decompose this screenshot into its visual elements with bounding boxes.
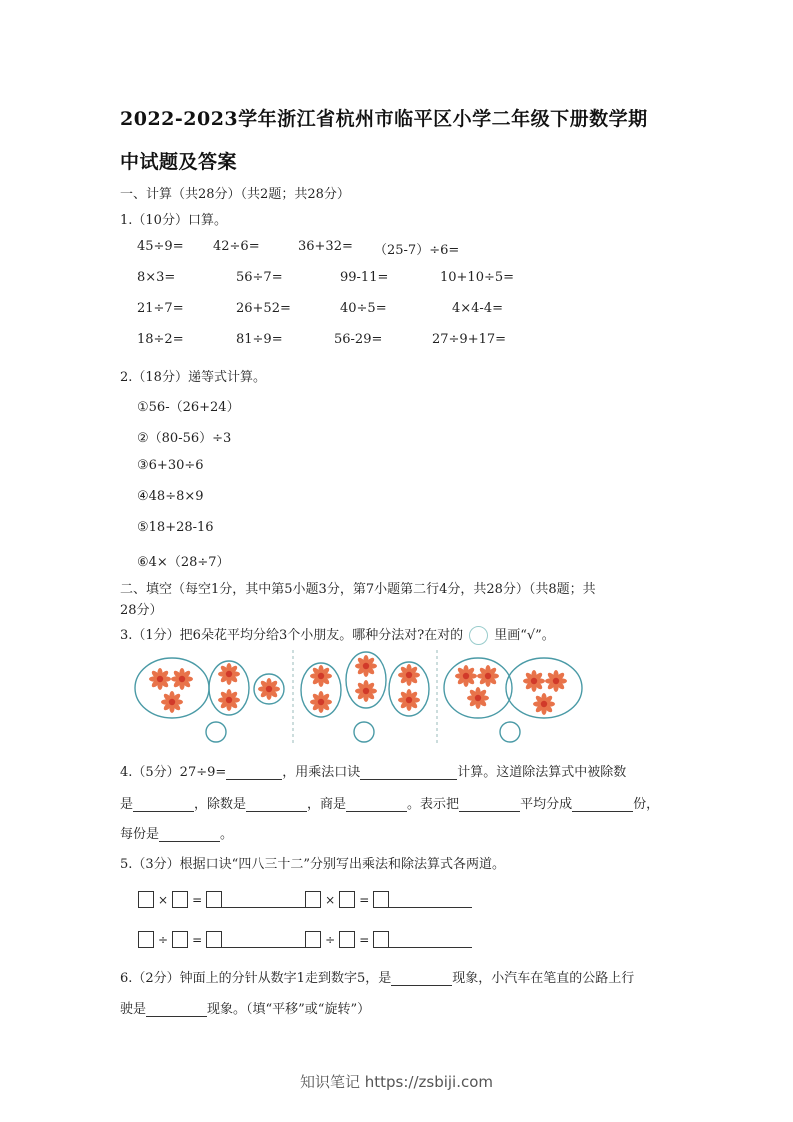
times-sign: ×: [158, 892, 169, 907]
q1-label: 1.（10分）口算。: [120, 213, 227, 228]
section2-heading-cont: 28分）: [120, 603, 163, 618]
footer-watermark: 知识笔记 https://zsbiji.com: [299, 1073, 494, 1091]
answer-box[interactable]: [305, 931, 321, 948]
answer-blank[interactable]: [572, 797, 633, 812]
answer-box[interactable]: [206, 891, 222, 908]
equals-sign: =: [359, 892, 370, 907]
answer-box[interactable]: [172, 931, 188, 948]
q4-text: 。: [220, 827, 234, 842]
q1-expression: 8×3=: [137, 270, 176, 285]
q1-expression: 21÷7=: [137, 301, 184, 316]
section2-heading: 二、填空（每空1分，其中第5小题3分，第7小题第二行4分，共28分）（共8题；共: [120, 582, 596, 597]
answer-blank[interactable]: [159, 827, 220, 842]
q5-row-multiply: [138, 889, 472, 908]
q6-line2: [120, 998, 370, 1017]
answer-line[interactable]: [222, 932, 305, 948]
q4-text: 计算。这道除法算式中被除数: [457, 765, 627, 780]
answer-line[interactable]: [389, 932, 472, 948]
answer-line[interactable]: [222, 892, 305, 908]
answer-box[interactable]: [339, 931, 355, 948]
page-title-line2: 中试题及答案: [120, 151, 238, 173]
q1-expression: 18÷2=: [137, 332, 184, 347]
section1-heading: 一、计算（共28分）（共2题；共28分）: [120, 187, 350, 202]
answer-box[interactable]: [373, 931, 389, 948]
q2-item: ⑥4×（28÷7）: [137, 555, 230, 570]
q1-expression: 10+10÷5=: [440, 270, 515, 285]
q4-text: 。表示把: [407, 797, 460, 812]
q4-line2: [120, 793, 659, 812]
q6-text: 驶是: [120, 1002, 147, 1017]
q4-text: 是: [120, 797, 134, 812]
flower-division-figure: [130, 648, 590, 750]
answer-box[interactable]: [172, 891, 188, 908]
answer-blank[interactable]: [391, 971, 452, 986]
q4-text: ，用乘法口诀: [282, 765, 361, 780]
times-sign: ×: [325, 892, 336, 907]
q1-expression: 56-29=: [334, 332, 383, 347]
equals-sign: =: [192, 892, 203, 907]
q1-expression: （25-7）÷6=: [374, 243, 460, 258]
q4-line3: [120, 823, 233, 842]
answer-blank[interactable]: [246, 797, 307, 812]
q2-item: ⑤18+28-16: [137, 520, 214, 535]
q3-text: [120, 624, 555, 645]
answer-blank[interactable]: [346, 797, 407, 812]
q4-text: 每份是: [120, 827, 160, 842]
q1-expression: 27÷9+17=: [432, 332, 507, 347]
answer-blank[interactable]: [226, 765, 282, 780]
equals-sign: =: [359, 932, 370, 947]
q1-expression: 26+52=: [236, 301, 291, 316]
q4-text: 份，: [633, 797, 660, 812]
equals-sign: =: [192, 932, 203, 947]
answer-box[interactable]: [373, 891, 389, 908]
answer-blank[interactable]: [133, 797, 194, 812]
answer-blank[interactable]: [360, 765, 457, 780]
q2-item: ③6+30÷6: [137, 458, 204, 473]
q2-item: ②（80-56）÷3: [137, 431, 232, 446]
q1-expression: 45÷9=: [137, 239, 184, 254]
divide-sign: ÷: [158, 932, 169, 947]
q4-line1: [120, 761, 626, 780]
answer-blank[interactable]: [459, 797, 520, 812]
q2-item: ④48÷8×9: [137, 489, 204, 504]
answer-circle-icon: [469, 626, 488, 645]
answer-box[interactable]: [138, 931, 154, 948]
q6-text: 6.（2分）钟面上的分针从数字1走到数字5，是: [120, 971, 392, 986]
q5-row-divide: [138, 929, 472, 948]
q4-text: ，商是: [307, 797, 347, 812]
answer-box[interactable]: [339, 891, 355, 908]
q2-label: 2.（18分）递等式计算。: [120, 370, 266, 385]
q1-expression: 42÷6=: [213, 239, 260, 254]
q1-expression: 4×4-4=: [452, 301, 503, 316]
q1-expression: 81÷9=: [236, 332, 283, 347]
answer-box[interactable]: [206, 931, 222, 948]
answer-box[interactable]: [138, 891, 154, 908]
q1-expression: 40÷5=: [340, 301, 387, 316]
q4-text: 4.（5分）27÷9=: [120, 765, 227, 780]
answer-box[interactable]: [305, 891, 321, 908]
q1-expression: 56÷7=: [236, 270, 283, 285]
q2-item: ①56-（26+24）: [137, 400, 240, 415]
answer-line[interactable]: [389, 892, 472, 908]
q4-text: ，除数是: [194, 797, 247, 812]
q6-text: 现象。（填“平移”或“旋转”）: [207, 1002, 371, 1017]
q3-text-b: 里画“√”。: [494, 628, 555, 643]
q1-expression: 99-11=: [340, 270, 389, 285]
q3-text-a: 3.（1分）把6朵花平均分给3个小朋友。哪种分法对?在对的: [120, 628, 464, 643]
divide-sign: ÷: [325, 932, 336, 947]
page-title-line1: 2022-2023学年浙江省杭州市临平区小学二年级下册数学期: [120, 108, 648, 130]
q1-expression: 36+32=: [298, 239, 353, 254]
q6-text: 现象，小汽车在笔直的公路上行: [452, 971, 635, 986]
answer-blank[interactable]: [146, 1002, 207, 1017]
q6-line1: [120, 967, 634, 986]
q5-label: 5.（3分）根据口诀“四八三十二”分别写出乘法和除法算式各两道。: [120, 857, 505, 872]
q4-text: 平均分成: [520, 797, 573, 812]
